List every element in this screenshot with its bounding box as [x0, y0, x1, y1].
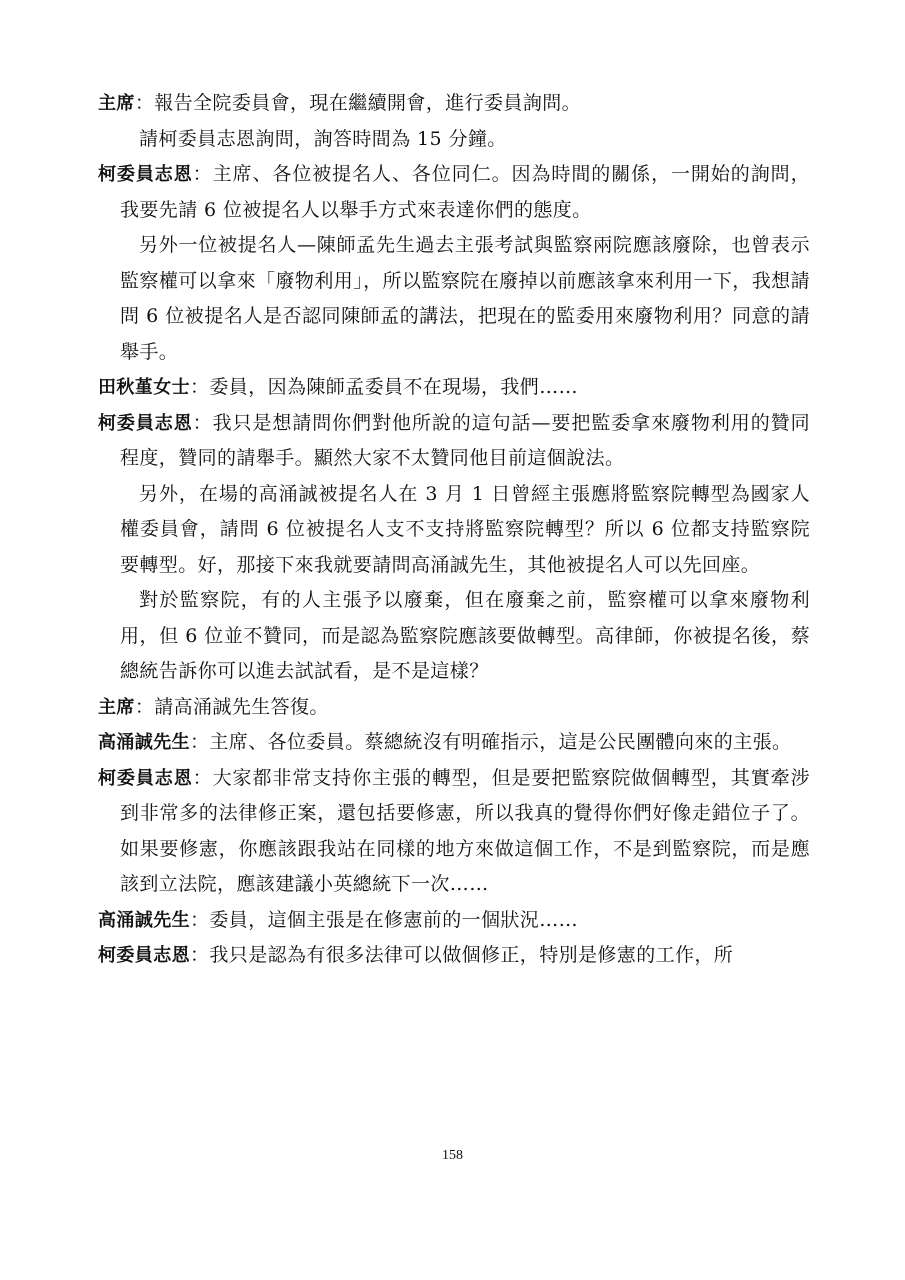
- speech-text: 請高涌誠先生答復。: [154, 695, 329, 718]
- speech-text: 主席、各位委員。蔡總統沒有明確指示，這是公民團體向來的主張。: [209, 731, 792, 753]
- continuation-paragraph: [98, 228, 810, 370]
- speaker-name: 主席: [98, 93, 135, 114]
- speaker-colon: ：: [190, 376, 210, 398]
- speaker-name: 田秋堇女士: [98, 377, 190, 398]
- speech-paragraph: [98, 725, 810, 761]
- continuation-paragraph: [98, 122, 810, 158]
- speaker-name: 高涌誠先生: [98, 909, 190, 931]
- speech-paragraph: [98, 406, 810, 477]
- speech-paragraph: [98, 938, 810, 974]
- speaker-name: 柯委員志恩: [98, 767, 193, 789]
- continuation-paragraph: [98, 477, 810, 584]
- speech-text: 報告全院委員會，現在繼續開會，進行委員詢問。: [154, 92, 582, 114]
- speech-text: 對於監察院，有的人主張予以廢棄，但在廢棄之前，監察權可以拿來廢物利用，但 6 位並不贊同，而是認為監察院應該要做轉型。高律師，你被提名後，蔡總統告訴你可以進去試試看，是不是這樣？: [120, 589, 810, 682]
- speaker-name: 主席: [98, 696, 135, 718]
- speech-paragraph: [98, 370, 810, 406]
- speaker-name: 高涌誠先生: [98, 732, 190, 753]
- speech-text: 委員，這個主張是在修憲前的一個狀況……: [209, 908, 579, 931]
- speech-paragraph: [98, 690, 810, 726]
- continuation-paragraph: [98, 583, 810, 690]
- speaker-colon: ：: [190, 908, 210, 931]
- speaker-name: 柯委員志恩: [98, 945, 190, 966]
- speech-text: 另外一位被提名人—陳師孟先生過去主張考試與監察兩院應該廢除，也曾表示監察權可以拿來「廢物利用」，所以監察院在廢掉以前應該拿來利用一下，我想請問 6 位被提名人是否認同陳師孟的講法，把現在的監委用來廢物利用？同意的請舉手。: [120, 234, 810, 363]
- speaker-colon: ：: [134, 92, 155, 114]
- speech-text: 請柯委員志恩詢問，詢答時間為 15 分鐘。: [139, 127, 507, 150]
- speaker-colon: ：: [134, 695, 155, 718]
- speaker-name: 柯委員志恩: [98, 412, 193, 434]
- speech-paragraph: [98, 86, 810, 122]
- speech-paragraph: [98, 761, 810, 903]
- speaker-colon: ：: [192, 766, 213, 789]
- speech-text: 大家都非常支持你主張的轉型，但是要把監察院做個轉型，其實牽涉到非常多的法律修正案，還包括要修憲，所以我真的覺得你們好像走錯位子了。如果要修憲，你應該跟我站在同樣的地方來做這個工作，不是到監察院，而是應該到立法院，應該建議小英總統下一次……: [120, 766, 810, 895]
- speech-text: 委員，因為陳師孟委員不在現場，我們……: [209, 376, 579, 398]
- transcript-body: [98, 86, 810, 974]
- speaker-colon: ：: [190, 731, 210, 753]
- speech-text: 主席、各位被提名人、各位同仁。因為時間的關係，一開始的詢問，我要先請 6 位被提名人以舉手方式來表達你們的態度。: [120, 163, 810, 221]
- speech-text: 我只是認為有很多法律可以做個修正，特別是修憲的工作，所: [209, 944, 734, 966]
- speech-paragraph: [98, 157, 810, 228]
- speech-text: 我只是想請問你們對他所說的這句話—要把監委拿來廢物利用的贊同程度，贊同的請舉手。顯然大家不太贊同他目前這個說法。: [120, 411, 810, 469]
- speaker-colon: ：: [190, 944, 210, 966]
- speaker-colon: ：: [192, 163, 213, 185]
- speech-text: 另外，在場的高涌誠被提名人在 3 月 1 日曾經主張應將監察院轉型為國家人權委員會，請問 6 位被提名人支不支持將監察院轉型？所以 6 位都支持監察院要轉型。好，那接下來我就要請問高涌誠先生，其他被提名人可以先回座。: [120, 482, 810, 576]
- page-number: 158: [442, 1148, 463, 1163]
- speaker-colon: ：: [192, 411, 213, 434]
- speech-paragraph: [98, 903, 810, 939]
- speaker-name: 柯委員志恩: [98, 164, 193, 185]
